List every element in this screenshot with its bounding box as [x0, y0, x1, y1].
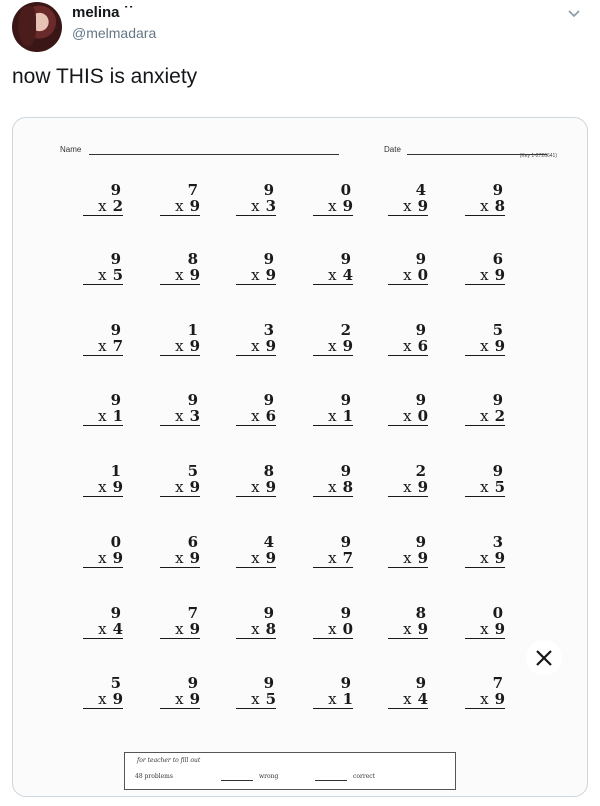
multiplier: 9 [112, 478, 123, 496]
multiplier-row [388, 621, 428, 639]
multiplier: 9 [417, 620, 428, 638]
operator: x [328, 197, 337, 215]
multiplier: 7 [112, 337, 123, 355]
operator: x [175, 337, 184, 355]
multiplicand: 5 [187, 462, 198, 480]
multiplier-row [313, 267, 353, 285]
multiplier-row [83, 198, 123, 216]
operator: x [175, 620, 184, 638]
multiplier-row [465, 408, 505, 426]
operator: x [251, 620, 260, 638]
multiplicand: 9 [340, 533, 351, 551]
multiplication-problem [313, 182, 353, 216]
operator: x [480, 690, 489, 708]
chevron-down-icon[interactable] [566, 8, 582, 20]
multiplier-row [83, 479, 123, 497]
multiplicand: 9 [415, 321, 426, 339]
multiplier-row [313, 550, 353, 568]
multiplication-problem [465, 534, 505, 568]
operator: x [328, 549, 337, 567]
multiplier: 6 [265, 407, 276, 425]
multiplier: 9 [417, 478, 428, 496]
operator: x [98, 197, 107, 215]
multiplication-problem [83, 182, 123, 216]
multiplier: 9 [189, 690, 200, 708]
multiplier-row [388, 479, 428, 497]
multiplier: 9 [494, 549, 505, 567]
multiplication-problem [236, 605, 276, 639]
multiplier: 9 [265, 266, 276, 284]
multiplicand: 0 [110, 533, 121, 551]
score-box [124, 752, 456, 790]
multiplier: 9 [417, 197, 428, 215]
multiplication-problem [313, 534, 353, 568]
multiplier-row [313, 198, 353, 216]
operator: x [480, 337, 489, 355]
multiplication-problem [388, 605, 428, 639]
multiplier: 3 [189, 407, 200, 425]
close-icon [534, 648, 554, 668]
display-name[interactable]: melina ˙˙ [72, 4, 134, 21]
multiplicand: 9 [340, 604, 351, 622]
multiplier: 2 [494, 407, 505, 425]
avatar[interactable] [12, 2, 62, 52]
multiplicand: 2 [415, 462, 426, 480]
name-label: Name [60, 145, 82, 154]
operator: x [98, 549, 107, 567]
multiplier: 9 [265, 549, 276, 567]
multiplicand: 9 [187, 674, 198, 692]
multiplier-row [160, 267, 200, 285]
operator: x [98, 690, 107, 708]
operator: x [175, 197, 184, 215]
multiplier: 0 [417, 407, 428, 425]
multiplier: 9 [189, 337, 200, 355]
multiplicand: 9 [415, 391, 426, 409]
operator: x [480, 197, 489, 215]
multiplication-problem [83, 534, 123, 568]
operator: x [98, 337, 107, 355]
multiplicand: 3 [492, 533, 503, 551]
multiplier: 8 [342, 478, 353, 496]
multiplication-problem [83, 675, 123, 709]
multiplier: 5 [265, 690, 276, 708]
multiplier-row [388, 550, 428, 568]
multiplication-problem [236, 182, 276, 216]
multiplier: 9 [112, 690, 123, 708]
multiplicand: 4 [263, 533, 274, 551]
multiplier-row [83, 621, 123, 639]
multiplication-problem [83, 322, 123, 356]
multiplication-problem [465, 675, 505, 709]
multiplication-problem [160, 463, 200, 497]
wrong-line [221, 780, 253, 781]
multiplier: 8 [494, 197, 505, 215]
multiplication-problem [83, 605, 123, 639]
multiplication-problem [83, 251, 123, 285]
multiplier: 3 [265, 197, 276, 215]
multiplier-row [160, 691, 200, 709]
multiplication-problem [465, 182, 505, 216]
operator: x [175, 478, 184, 496]
operator: x [98, 620, 107, 638]
multiplication-problem [465, 392, 505, 426]
multiplication-problem [465, 322, 505, 356]
multiplier-row [313, 338, 353, 356]
multiplication-problem [465, 463, 505, 497]
operator: x [251, 197, 260, 215]
multiplication-problem [236, 675, 276, 709]
multiplicand: 7 [187, 181, 198, 199]
multiplier-row [83, 338, 123, 356]
operator: x [403, 407, 412, 425]
multiplier: 1 [112, 407, 123, 425]
operator: x [403, 337, 412, 355]
multiplication-problem [160, 392, 200, 426]
operator: x [480, 407, 489, 425]
multiplication-problem [388, 675, 428, 709]
operator: x [251, 407, 260, 425]
multiplier: 4 [342, 266, 353, 284]
multiplier: 9 [342, 337, 353, 355]
multiplication-problem [83, 463, 123, 497]
multiplication-problem [465, 251, 505, 285]
multiplier-row [388, 691, 428, 709]
problem-count: 48 problems [135, 773, 173, 780]
operator: x [328, 620, 337, 638]
multiplicand: 0 [340, 181, 351, 199]
operator: x [251, 337, 260, 355]
multiplicand: 7 [492, 674, 503, 692]
multiplicand: 9 [110, 604, 121, 622]
multiplier-row [83, 691, 123, 709]
correct-label: correct [353, 773, 376, 780]
multiplier-row [160, 408, 200, 426]
multiplier-row [465, 550, 505, 568]
multiplier-row [236, 550, 276, 568]
multiplicand: 9 [415, 533, 426, 551]
multiplicand: 9 [263, 391, 274, 409]
answer-key-id: (Key 1-2726641) [519, 153, 557, 159]
multiplicand: 9 [263, 181, 274, 199]
multiplier-row [388, 267, 428, 285]
multiplicand: 9 [263, 604, 274, 622]
multiplicand: 2 [340, 321, 351, 339]
close-button[interactable] [526, 640, 562, 676]
multiplier-row [83, 550, 123, 568]
multiplier-row [465, 198, 505, 216]
operator: x [480, 266, 489, 284]
multiplicand: 0 [492, 604, 503, 622]
multiplicand: 8 [187, 250, 198, 268]
tweet-text: now THIS is anxiety [12, 65, 198, 88]
multiplier-row [236, 198, 276, 216]
multiplier: 9 [417, 549, 428, 567]
multiplication-problem [236, 251, 276, 285]
multiplicand: 9 [492, 181, 503, 199]
operator: x [98, 478, 107, 496]
operator: x [328, 478, 337, 496]
multiplication-problem [160, 534, 200, 568]
operator: x [328, 407, 337, 425]
operator: x [175, 407, 184, 425]
multiplier-row [160, 338, 200, 356]
operator: x [175, 690, 184, 708]
multiplicand: 1 [110, 462, 121, 480]
multiplier-row [313, 621, 353, 639]
multiplier-row [388, 408, 428, 426]
multiplier-row [313, 408, 353, 426]
multiplicand: 9 [110, 391, 121, 409]
multiplication-problem [83, 392, 123, 426]
operator: x [251, 266, 260, 284]
multiplicand: 9 [340, 250, 351, 268]
multiplication-problem [313, 605, 353, 639]
multiplication-problem [160, 675, 200, 709]
multiplier: 6 [417, 337, 428, 355]
multiplier-row [160, 198, 200, 216]
multiplier-row [465, 621, 505, 639]
multiplicand: 9 [110, 181, 121, 199]
multiplicand: 3 [263, 321, 274, 339]
operator: x [328, 690, 337, 708]
multiplier-row [313, 479, 353, 497]
multiplier: 7 [342, 549, 353, 567]
multiplier-row [236, 408, 276, 426]
multiplication-problem [160, 605, 200, 639]
multiplier-row [465, 691, 505, 709]
multiplicand: 7 [187, 604, 198, 622]
multiplier: 9 [494, 337, 505, 355]
multiplier-row [160, 479, 200, 497]
multiplier: 4 [112, 620, 123, 638]
multiplicand: 9 [263, 674, 274, 692]
operator: x [98, 407, 107, 425]
multiplier-row [465, 479, 505, 497]
multiplicand: 1 [187, 321, 198, 339]
operator: x [251, 549, 260, 567]
multiplication-problem [236, 463, 276, 497]
multiplicand: 9 [110, 250, 121, 268]
multiplier: 1 [342, 690, 353, 708]
operator: x [403, 620, 412, 638]
multiplication-problem [388, 392, 428, 426]
multiplier-row [388, 338, 428, 356]
multiplicand: 9 [340, 674, 351, 692]
multiplicand: 9 [492, 391, 503, 409]
multiplication-problem [313, 463, 353, 497]
operator: x [328, 337, 337, 355]
date-label: Date [384, 145, 401, 154]
operator: x [328, 266, 337, 284]
multiplier: 5 [112, 266, 123, 284]
operator: x [480, 549, 489, 567]
multiplicand: 5 [110, 674, 121, 692]
multiplier-row [236, 621, 276, 639]
operator: x [403, 197, 412, 215]
multiplier: 9 [189, 197, 200, 215]
multiplicand: 8 [415, 604, 426, 622]
correct-line [315, 780, 347, 781]
multiplier: 4 [417, 690, 428, 708]
multiplication-problem [388, 322, 428, 356]
operator: x [480, 478, 489, 496]
multiplier: 9 [494, 690, 505, 708]
wrong-label: wrong [259, 773, 279, 780]
operator: x [480, 620, 489, 638]
multiplicand: 9 [110, 321, 121, 339]
multiplication-problem [160, 322, 200, 356]
multiplier-row [83, 408, 123, 426]
multiplier: 0 [342, 620, 353, 638]
multiplier-row [236, 479, 276, 497]
operator: x [175, 549, 184, 567]
name-line [89, 154, 339, 155]
multiplier-row [465, 267, 505, 285]
multiplier: 9 [112, 549, 123, 567]
operator: x [175, 266, 184, 284]
multiplicand: 9 [492, 462, 503, 480]
multiplicand: 9 [415, 250, 426, 268]
multiplication-problem [388, 251, 428, 285]
multiplier-row [388, 198, 428, 216]
multiplier-row [313, 691, 353, 709]
multiplication-problem [236, 392, 276, 426]
multiplier: 9 [494, 266, 505, 284]
multiplication-problem [160, 251, 200, 285]
multiplier: 1 [342, 407, 353, 425]
operator: x [403, 478, 412, 496]
operator: x [98, 266, 107, 284]
multiplication-problem [313, 322, 353, 356]
worksheet-image[interactable] [12, 117, 588, 797]
operator: x [403, 690, 412, 708]
multiplier: 9 [189, 266, 200, 284]
multiplicand: 9 [340, 391, 351, 409]
multiplier: 9 [265, 337, 276, 355]
multiplicand: 4 [415, 181, 426, 199]
multiplication-problem [388, 534, 428, 568]
user-handle[interactable]: @melmadara [72, 25, 157, 41]
multiplier: 9 [189, 549, 200, 567]
multiplier-row [160, 621, 200, 639]
operator: x [251, 690, 260, 708]
multiplier-row [236, 338, 276, 356]
footer-note: for teacher to fill out [137, 757, 201, 764]
multiplication-problem [388, 463, 428, 497]
multiplier-row [236, 691, 276, 709]
multiplicand: 6 [492, 250, 503, 268]
multiplicand: 6 [187, 533, 198, 551]
operator: x [403, 266, 412, 284]
multiplier: 9 [265, 478, 276, 496]
multiplier: 9 [189, 620, 200, 638]
multiplication-problem [465, 605, 505, 639]
multiplication-problem [313, 251, 353, 285]
multiplier: 9 [189, 478, 200, 496]
multiplier-row [160, 550, 200, 568]
multiplier: 8 [265, 620, 276, 638]
operator: x [251, 478, 260, 496]
multiplication-problem [236, 322, 276, 356]
multiplication-problem [160, 182, 200, 216]
multiplicand: 8 [263, 462, 274, 480]
operator: x [403, 549, 412, 567]
multiplicand: 9 [415, 674, 426, 692]
multiplication-problem [313, 675, 353, 709]
multiplier: 5 [494, 478, 505, 496]
multiplier-row [465, 338, 505, 356]
multiplier-row [83, 267, 123, 285]
multiplication-problem [388, 182, 428, 216]
multiplication-problem [236, 534, 276, 568]
multiplier: 0 [417, 266, 428, 284]
multiplicand: 9 [340, 462, 351, 480]
multiplicand: 9 [263, 250, 274, 268]
multiplication-problem [313, 392, 353, 426]
multiplier: 9 [342, 197, 353, 215]
multiplier-row [236, 267, 276, 285]
multiplier: 2 [112, 197, 123, 215]
multiplicand: 5 [492, 321, 503, 339]
multiplier: 9 [494, 620, 505, 638]
multiplicand: 9 [187, 391, 198, 409]
